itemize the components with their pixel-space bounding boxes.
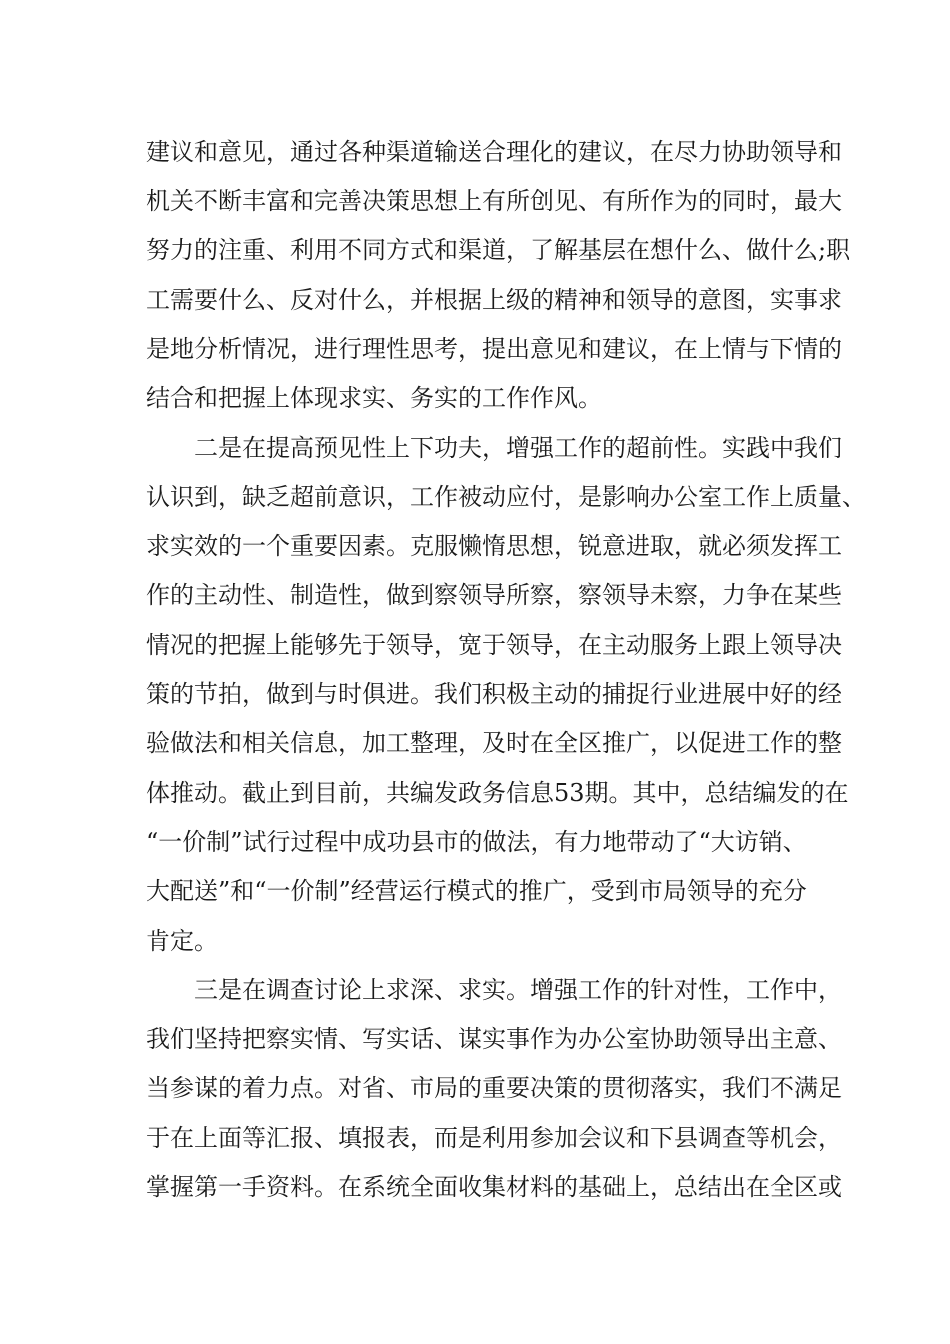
text-line: 肯定。 [146, 927, 218, 955]
text-line: 情况的把握上能够先于领导，宽于领导，在主动服务上跟上领导决 [146, 631, 842, 659]
text-line: 体推动。截止到目前，共编发政务信息53期。其中，总结编发的在 [146, 779, 849, 807]
text-line: 策的节拍，做到与时俱进。我们积极主动的捕捉行业进展中好的经 [146, 680, 842, 708]
text-line: “一价制”试行过程中成功县市的做法，有力地带动了“大访销、 [146, 828, 807, 856]
text-line: 认识到，缺乏超前意识，工作被动应付，是影响办公室工作上质量、 [146, 483, 866, 511]
text-line: 工需要什么、反对什么，并根据上级的精神和领导的意图，实事求 [146, 286, 842, 314]
text-line: 于在上面等汇报、填报表，而是利用参加会议和下县调查等机会， [146, 1124, 842, 1152]
paragraph-start-line: 三是在调查讨论上求深、求实。增强工作的针对性，工作中， [194, 976, 842, 1004]
paragraph-start-line: 二是在提高预见性上下功夫，增强工作的超前性。实践中我们 [194, 434, 842, 462]
text-line: 求实效的一个重要因素。克服懒惰思想，锐意进取，就必须发挥工 [146, 532, 842, 560]
text-line: 验做法和相关信息，加工整理，及时在全区推广，以促进工作的整 [146, 729, 842, 757]
text-line: 大配送”和“一价制”经营运行模式的推广，受到市局领导的充分 [146, 877, 807, 905]
text-line: 我们坚持把察实情、写实话、谋实事作为办公室协助领导出主意、 [146, 1025, 842, 1053]
text-line: 努力的注重、利用不同方式和渠道，了解基层在想什么、做什么;职 [146, 236, 851, 264]
text-line: 机关不断丰富和完善决策思想上有所创见、有所作为的同时，最大 [146, 187, 842, 215]
text-line: 当参谋的着力点。对省、市局的重要决策的贯彻落实，我们不满足 [146, 1074, 842, 1102]
text-line: 建议和意见，通过各种渠道输送合理化的建议，在尽力协助领导和 [146, 138, 842, 166]
text-line: 掌握第一手资料。在系统全面收集材料的基础上，总结出在全区或 [146, 1173, 842, 1201]
text-line: 作的主动性、制造性，做到察领导所察，察领导未察，力争在某些 [146, 581, 842, 609]
text-line: 结合和把握上体现求实、务实的工作作风。 [146, 384, 602, 412]
text-line: 是地分析情况，进行理性思考，提出意见和建议，在上情与下情的 [146, 335, 842, 363]
